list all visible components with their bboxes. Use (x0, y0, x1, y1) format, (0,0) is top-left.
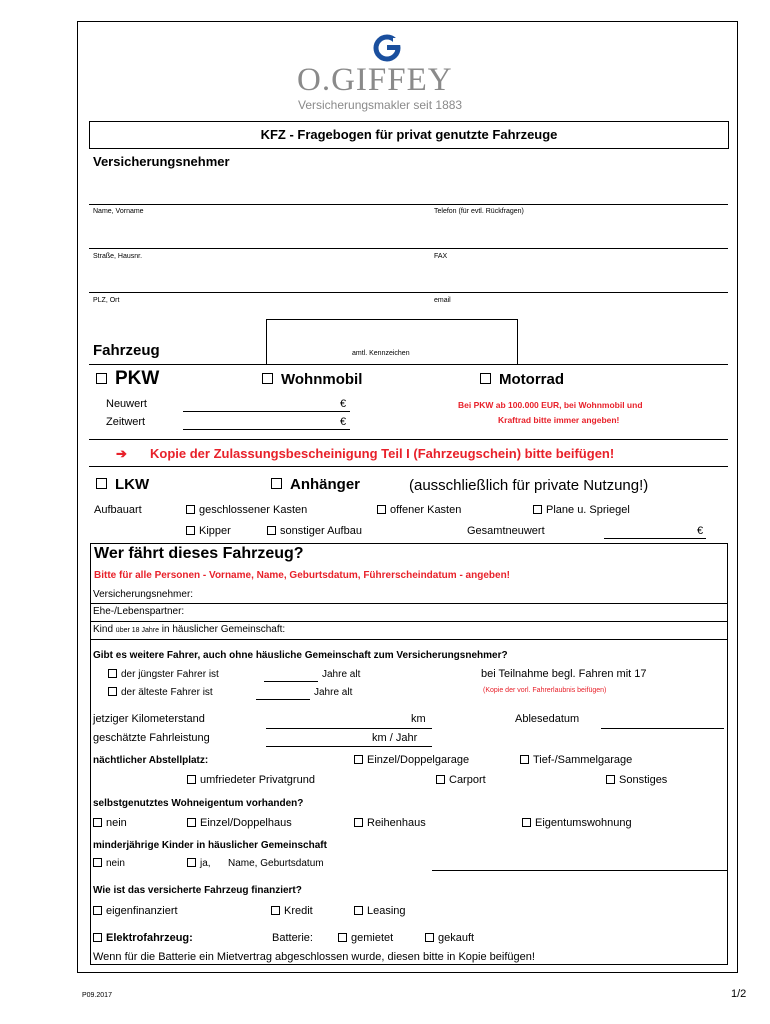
plane-option[interactable]: Plane u. Spriegel (533, 504, 630, 516)
finance-question: Wie ist das versicherte Fahrzeug finanziert? (93, 885, 302, 896)
lkw-option[interactable]: LKW (96, 476, 149, 493)
email-label: email (434, 297, 451, 304)
zeitwert-euro: € (340, 416, 347, 428)
gesamtneuwert-field[interactable] (604, 538, 706, 539)
wohnmobil-option[interactable]: Wohnmobil (262, 371, 362, 388)
anhaenger-checkbox[interactable] (271, 478, 282, 489)
detached-checkbox[interactable] (187, 818, 196, 827)
km-unit: km (411, 713, 426, 725)
page-number: 1/2 (731, 988, 747, 1000)
leasing-checkbox[interactable] (354, 906, 363, 915)
street-label: Straße, Hausnr. (93, 253, 143, 260)
name-label: Name, Vorname (93, 208, 144, 215)
gesamtneuwert-label: Gesamtneuwert (467, 525, 545, 537)
copy-note: Kopie der Zulassungsbescheinigung Teil I (Fahrzeugschein) bitte beifügen! (150, 446, 615, 461)
km-current-field[interactable] (266, 728, 432, 729)
parking-label: nächtlicher Abstellplatz: (93, 755, 209, 766)
youngest-driver[interactable]: der jüngster Fahrer ist (108, 669, 219, 680)
pkw-option[interactable]: PKW (96, 368, 159, 390)
driver-heading: Wer fährt dieses Fahrzeug? (94, 545, 304, 562)
own-finance-checkbox[interactable] (93, 906, 102, 915)
fax-label: FAX (434, 253, 448, 260)
battery-bought-checkbox[interactable] (425, 933, 434, 942)
zeitwert-label: Zeitwert (106, 416, 146, 428)
form-title: KFZ - Fragebogen für privat genutzte Fahrzeuge (89, 121, 729, 149)
garage-single-option[interactable]: Einzel/Doppelgarage (354, 754, 469, 766)
kipper-option[interactable]: Kipper (186, 525, 231, 537)
reading-date-label: Ablesedatum (515, 713, 580, 725)
copy-bottom-line (89, 466, 728, 467)
geschlossen-checkbox[interactable] (186, 505, 195, 514)
km-estimate-field[interactable] (266, 746, 432, 747)
carport-option[interactable]: Carport (436, 774, 486, 786)
oldest-years: Jahre alt (314, 687, 353, 698)
row-line-1 (90, 603, 728, 604)
battery-bought-option[interactable]: gekauft (425, 932, 474, 944)
electric-checkbox[interactable] (93, 933, 102, 942)
driver-row-holder: Versicherungsnehmer: (93, 589, 194, 600)
km-estimate-label: geschätzte Fahrleistung (93, 732, 210, 744)
km-year-unit: km / Jahr (372, 732, 418, 744)
youngest-years: Jahre alt (322, 669, 361, 680)
other-parking-option[interactable]: Sonstiges (606, 774, 667, 786)
km-current-label: jetziger Kilometerstand (93, 713, 205, 725)
youngest-checkbox[interactable] (108, 669, 117, 678)
battery-rented-checkbox[interactable] (338, 933, 347, 942)
phone-label: Telefon (für evtl. Rückfragen) (434, 208, 524, 215)
kids-yes-option[interactable]: ja, (187, 858, 211, 869)
kids-no-option[interactable]: nein (93, 858, 125, 869)
reading-date-field[interactable] (601, 728, 724, 729)
escort-note: (Kopie der vorl. Fahrerlaubnis beifügen) (483, 687, 607, 694)
zip-label: PLZ, Ort (93, 297, 120, 304)
leasing-option[interactable]: Leasing (354, 905, 406, 917)
oldest-checkbox[interactable] (108, 687, 117, 696)
own-finance-option[interactable]: eigenfinanziert (93, 905, 178, 917)
credit-option[interactable]: Kredit (271, 905, 313, 917)
sonstiger-option[interactable]: sonstiger Aufbau (267, 525, 362, 537)
electric-option[interactable]: Elektrofahrzeug: (93, 932, 193, 944)
row-line-3 (90, 639, 728, 640)
other-parking-checkbox[interactable] (606, 775, 615, 784)
gesamtneuwert-euro: € (697, 525, 704, 537)
private-note: (ausschließlich für private Nutzung!) (409, 477, 649, 494)
value-note-2: Kraftrad bitte immer angeben! (498, 415, 620, 425)
plate-label: amtl. Kennzeichen (352, 350, 410, 357)
owner-no-checkbox[interactable] (93, 818, 102, 827)
owner-question: selbstgenutztes Wohneigentum vorhanden? (93, 798, 304, 809)
carport-checkbox[interactable] (436, 775, 445, 784)
offen-option[interactable]: offener Kasten (377, 504, 461, 516)
driver-row-child: Kind über 18 Jahre in häuslicher Gemeinschaft: (93, 624, 286, 635)
plane-checkbox[interactable] (533, 505, 542, 514)
driver-instruction: Bitte für alle Personen - Vorname, Name, Geburtsdatum, Führerscheindatum - angeben! (94, 570, 511, 581)
wohnmobil-checkbox[interactable] (262, 373, 273, 384)
battery-rented-option[interactable]: gemietet (338, 932, 393, 944)
battery-label: Batterie: (272, 932, 313, 944)
aufbauart-label: Aufbauart (94, 504, 142, 516)
sonstiger-checkbox[interactable] (267, 526, 276, 535)
value-note-1: Bei PKW ab 100.000 EUR, bei Wohnmobil und (458, 400, 643, 410)
zeitwert-field[interactable] (183, 429, 350, 430)
neuwert-field[interactable] (183, 411, 350, 412)
youngest-age-field[interactable] (264, 681, 318, 682)
company-tagline: Versicherungsmakler seit 1883 (298, 98, 463, 112)
neuwert-euro: € (340, 398, 347, 410)
name-line (89, 204, 728, 205)
garage-deep-option[interactable]: Tief-/Sammelgarage (520, 754, 632, 766)
escort-text: bei Teilnahme begl. Fahren mit 17 (481, 668, 647, 680)
vehicle-line (89, 364, 728, 365)
enclosed-checkbox[interactable] (187, 775, 196, 784)
kids-question: minderjährige Kinder in häuslicher Gemeinschaft (93, 840, 327, 851)
company-name: O.GIFFEY (297, 62, 453, 98)
vehicle-label: Fahrzeug (93, 342, 160, 359)
street-line (89, 248, 728, 249)
condo-option[interactable]: Eigentumswohnung (522, 817, 632, 829)
motorrad-option[interactable]: Motorrad (480, 371, 564, 388)
section-holder: Versicherungsnehmer (93, 154, 230, 169)
neuwert-label: Neuwert (106, 398, 147, 410)
garage-single-checkbox[interactable] (354, 755, 363, 764)
garage-deep-checkbox[interactable] (520, 755, 529, 764)
form-code: P09.2017 (82, 992, 112, 999)
oldest-driver[interactable]: der älteste Fahrer ist (108, 687, 213, 698)
credit-checkbox[interactable] (271, 906, 280, 915)
zip-line (89, 292, 728, 293)
condo-checkbox[interactable] (522, 818, 531, 827)
giffey-logo-icon (367, 33, 407, 63)
kids-no-checkbox[interactable] (93, 858, 102, 867)
driver-row-partner: Ehe-/Lebenspartner: (93, 606, 185, 617)
motorrad-checkbox[interactable] (480, 373, 491, 384)
arrow-icon: ➔ (116, 446, 127, 461)
kipper-checkbox[interactable] (186, 526, 195, 535)
pkw-checkbox[interactable] (96, 373, 107, 384)
enclosed-option[interactable]: umfriedeter Privatgrund (187, 774, 315, 786)
kids-name-field[interactable] (432, 870, 728, 871)
battery-note: Wenn für die Batterie ein Mietvertrag abgeschlossen wurde, diesen bitte in Kopie beifügen! (93, 951, 535, 963)
oldest-age-field[interactable] (256, 699, 310, 700)
offen-checkbox[interactable] (377, 505, 386, 514)
terraced-checkbox[interactable] (354, 818, 363, 827)
plate-field[interactable] (266, 319, 518, 364)
row-line-2 (90, 621, 728, 622)
detached-option[interactable]: Einzel/Doppelhaus (187, 817, 292, 829)
lkw-checkbox[interactable] (96, 478, 107, 489)
anhaenger-option[interactable]: Anhänger (271, 476, 360, 493)
copy-top-line (89, 439, 728, 440)
owner-no-option[interactable]: nein (93, 817, 127, 829)
more-drivers-question: Gibt es weitere Fahrer, auch ohne häusliche Gemeinschaft zum Versicherungsnehmer? (93, 650, 508, 661)
kids-name-label: Name, Geburtsdatum (228, 858, 324, 869)
geschlossen-option[interactable]: geschlossener Kasten (186, 504, 307, 516)
terraced-option[interactable]: Reihenhaus (354, 817, 426, 829)
kids-yes-checkbox[interactable] (187, 858, 196, 867)
